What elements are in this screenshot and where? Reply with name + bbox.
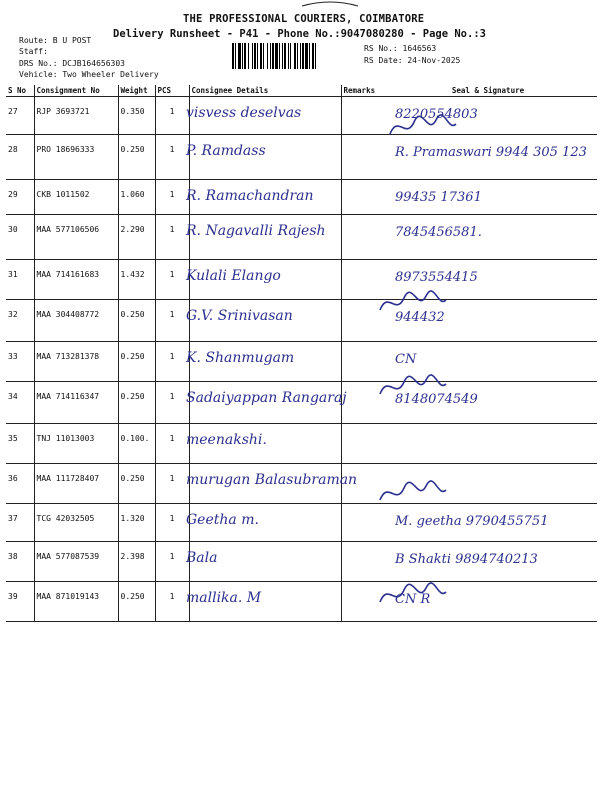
row-consignment-no: TNJ 11013003: [34, 424, 118, 464]
row-pcs: 1: [155, 542, 189, 582]
handwritten-seal-note: R. Pramaswari 9944 305 123: [395, 145, 587, 160]
row-pcs: 1: [155, 300, 189, 342]
row-remarks: [341, 300, 379, 342]
row-weight: 1.432: [118, 260, 155, 300]
row-pcs: 1: [155, 180, 189, 215]
signature-scribble: [388, 112, 458, 142]
handwritten-consignee: murugan Balasubraman: [186, 472, 358, 488]
handwritten-seal-note: 8973554415: [395, 270, 478, 285]
row-sno: 38: [6, 542, 34, 582]
row-sno: 35: [6, 424, 34, 464]
barcode-image: [232, 43, 358, 69]
row-remarks: [341, 260, 379, 300]
row-weight: 1.320: [118, 504, 155, 542]
row-weight: 2.398: [118, 542, 155, 582]
document-title: THE PROFESSIONAL COURIERS, COIMBATORE: [183, 13, 425, 25]
route-label: Route: B U POST: [19, 36, 92, 45]
col-weight: Weight: [118, 85, 155, 97]
col-consignee: Consignee Details: [189, 85, 341, 97]
row-consignment-no: MAA 111728407: [34, 464, 118, 504]
row-pcs: 1: [155, 260, 189, 300]
row-consignment-no: MAA 577087539: [34, 542, 118, 582]
row-weight: 1.060: [118, 180, 155, 215]
row-pcs: 1: [155, 135, 189, 180]
handwritten-consignee: Kulali Elango: [186, 268, 281, 284]
row-sno: 34: [6, 382, 34, 424]
row-sno: 39: [6, 582, 34, 622]
row-consignment-no: MAA 871019143: [34, 582, 118, 622]
row-sno: 33: [6, 342, 34, 382]
row-pcs: 1: [155, 464, 189, 504]
row-weight: 0.250: [118, 382, 155, 424]
table-row: [6, 424, 597, 464]
drs-number: DRS No.: DCJB164656303: [19, 59, 125, 68]
row-remarks: [341, 180, 379, 215]
handwritten-seal-note: M. geetha 9790455751: [395, 514, 549, 529]
rs-date: RS Date: 24-Nov-2025: [364, 56, 461, 65]
table-row: [6, 342, 597, 382]
handwritten-consignee: meenakshi.: [186, 432, 267, 448]
row-remarks: [341, 215, 379, 260]
row-weight: 0.250: [118, 300, 155, 342]
row-consignment-no: TCG 42032505: [34, 504, 118, 542]
row-sno: 31: [6, 260, 34, 300]
row-pcs: 1: [155, 215, 189, 260]
row-weight: 0.250: [118, 135, 155, 180]
row-weight: 0.250: [118, 464, 155, 504]
row-sno: 27: [6, 97, 34, 135]
handwritten-seal-note: 8148074549: [395, 392, 478, 407]
vehicle-label: Vehicle: Two Wheeler Delivery: [19, 70, 159, 79]
handwritten-consignee: Geetha m.: [186, 512, 259, 528]
col-consignment: Consignment No: [34, 85, 118, 97]
handwritten-seal-note: CN R: [395, 592, 431, 607]
handwritten-consignee: R. Nagavalli Rajesh: [186, 223, 326, 239]
handwritten-seal-note: 99435 17361: [395, 190, 482, 205]
col-sno: S No: [6, 85, 34, 97]
table-row: [6, 300, 597, 342]
runsheet-subtitle: Delivery Runsheet - P41 - Phone No.:9047080280 - Page No.:3: [113, 28, 486, 40]
table-row: [6, 260, 597, 300]
row-remarks: [341, 504, 379, 542]
row-consignment-no: MAA 713281378: [34, 342, 118, 382]
handwritten-consignee: P. Ramdass: [186, 143, 266, 159]
row-remarks: [341, 542, 379, 582]
handwritten-seal-note: 8220554803: [395, 107, 478, 122]
row-weight: 0.250: [118, 582, 155, 622]
handwritten-consignee: Sadaiyappan Rangaraj: [186, 390, 347, 406]
signature-scribble: [378, 372, 448, 402]
col-remarks: Remarks: [341, 85, 379, 97]
col-seal-signature: Seal & Signature: [379, 85, 597, 97]
row-remarks: [341, 135, 379, 180]
handwritten-consignee: visvess deselvas: [186, 105, 302, 121]
row-consignment-no: MAA 304408772: [34, 300, 118, 342]
handwritten-seal-note: 944432: [395, 310, 445, 325]
row-sno: 30: [6, 215, 34, 260]
row-remarks: [341, 582, 379, 622]
row-pcs: 1: [155, 582, 189, 622]
row-pcs: 1: [155, 424, 189, 464]
row-pcs: 1: [155, 382, 189, 424]
row-consignment-no: CKB 1011502: [34, 180, 118, 215]
row-consignment-no: RJP 3693721: [34, 97, 118, 135]
runsheet-table: [6, 85, 597, 622]
row-sno: 37: [6, 504, 34, 542]
staff-label: Staff:: [19, 47, 48, 56]
handwritten-seal-note: 7845456581.: [395, 225, 482, 240]
handwritten-consignee: G.V. Srinivasan: [186, 308, 293, 324]
row-consignment-no: MAA 714116347: [34, 382, 118, 424]
handwritten-consignee: Bala: [186, 550, 218, 566]
top-edge-mark: [300, 0, 360, 8]
row-consignment-no: MAA 714161683: [34, 260, 118, 300]
row-pcs: 1: [155, 504, 189, 542]
rs-number: RS No.: 1646563: [364, 44, 437, 53]
row-consignment-no: MAA 577106506: [34, 215, 118, 260]
signature-scribble: [378, 288, 448, 318]
row-sno: 28: [6, 135, 34, 180]
row-remarks: [341, 424, 379, 464]
row-sno: 32: [6, 300, 34, 342]
handwritten-consignee: K. Shanmugam: [186, 350, 295, 366]
row-consignment-no: PRO 18696333: [34, 135, 118, 180]
row-weight: 0.100.: [118, 424, 155, 464]
signature-scribble: [378, 478, 448, 508]
col-pcs: PCS: [155, 85, 189, 97]
handwritten-seal-note: CN: [395, 352, 417, 367]
handwritten-consignee: R. Ramachandran: [186, 188, 314, 204]
row-remarks: [341, 342, 379, 382]
row-pcs: 1: [155, 342, 189, 382]
handwritten-seal-note: B Shakti 9894740213: [395, 552, 538, 567]
table-header-row: [6, 85, 597, 97]
row-remarks: [341, 97, 379, 135]
table-row: [6, 582, 597, 622]
row-seal-signature: [379, 424, 597, 464]
signature-scribble: [378, 580, 448, 610]
table-row: [6, 97, 597, 135]
row-weight: 2.290: [118, 215, 155, 260]
row-weight: 0.250: [118, 342, 155, 382]
handwritten-consignee: mallika. M: [186, 590, 262, 606]
row-weight: 0.350: [118, 97, 155, 135]
row-pcs: 1: [155, 97, 189, 135]
row-sno: 36: [6, 464, 34, 504]
row-sno: 29: [6, 180, 34, 215]
